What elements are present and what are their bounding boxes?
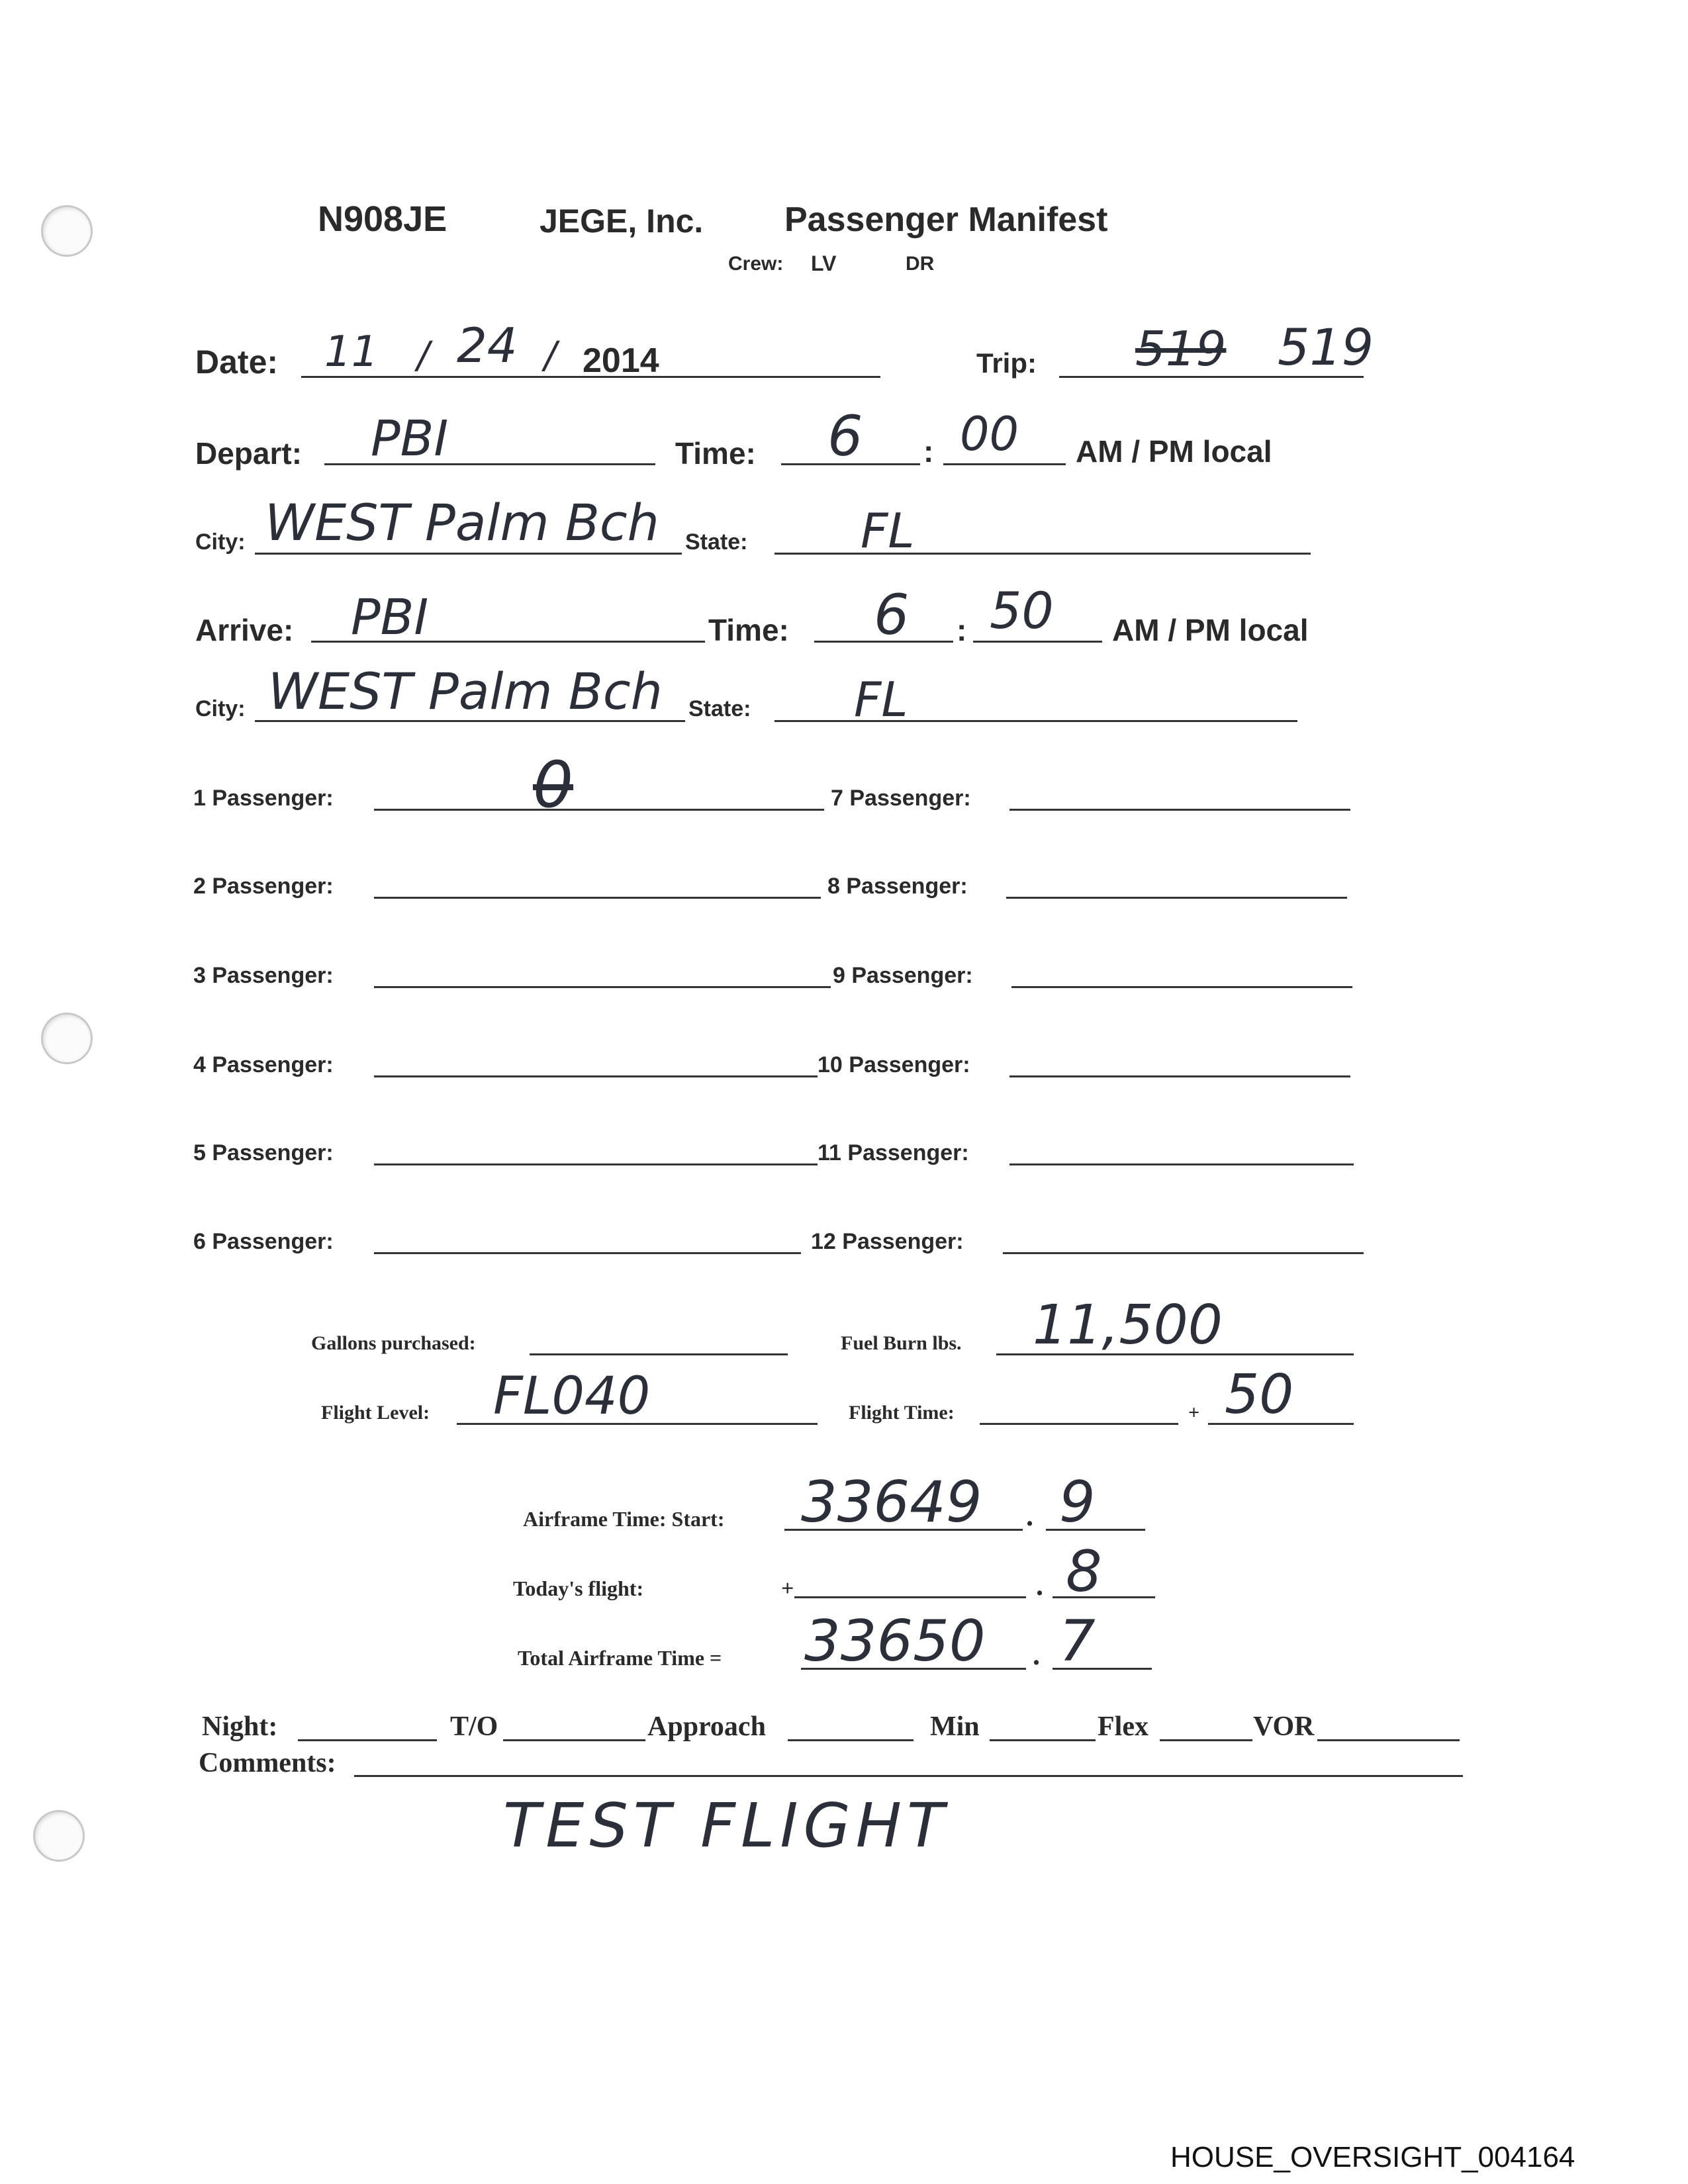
depart-airport: PBI xyxy=(371,410,449,467)
passenger-7-label: 7 Passenger: xyxy=(831,786,971,811)
vor-line xyxy=(1317,1739,1460,1741)
trip-label: Trip: xyxy=(976,347,1037,379)
arrive-ampm: AM / PM local xyxy=(1112,613,1309,647)
trip-struck-value: 519 xyxy=(1135,321,1227,377)
depart-hour: 6 xyxy=(827,404,863,469)
form-title: Passenger Manifest xyxy=(784,201,1108,239)
gallons-line xyxy=(530,1353,788,1355)
passenger-9-label: 9 Passenger: xyxy=(833,963,973,988)
arrive-time-label: Time: xyxy=(708,613,789,647)
to-label: T/O xyxy=(450,1711,498,1742)
arrive-min-line xyxy=(973,641,1102,643)
airframe-start-value: 33649 xyxy=(801,1469,982,1535)
arrive-state-line xyxy=(774,720,1297,722)
company-name: JEGE, Inc. xyxy=(539,203,704,240)
comments-label: Comments: xyxy=(199,1748,336,1778)
passenger-6-label: 6 Passenger: xyxy=(193,1229,334,1254)
passenger-7-line xyxy=(1009,809,1350,811)
flight-time-line xyxy=(980,1423,1178,1425)
todays-flight-line xyxy=(794,1596,1026,1598)
date-year: 2014 xyxy=(583,341,659,380)
fuel-burn-value: 11,500 xyxy=(1033,1294,1223,1357)
date-sep-2: / xyxy=(544,334,557,377)
binder-hole-bottom xyxy=(33,1810,85,1862)
trip-value: 519 xyxy=(1278,318,1374,377)
depart-state-label: State: xyxy=(685,529,748,555)
flex-line xyxy=(1160,1739,1252,1741)
arrive-state: FL xyxy=(854,672,908,727)
date-day: 24 xyxy=(457,318,518,373)
arrive-colon: : xyxy=(957,613,967,647)
fuel-burn-label: Fuel Burn lbs. xyxy=(841,1332,962,1354)
min-label: Min xyxy=(930,1711,980,1742)
passenger-2-line xyxy=(374,897,821,899)
passenger-10-line xyxy=(1009,1075,1350,1077)
comments-value: TEST FLIGHT xyxy=(503,1790,950,1861)
depart-minutes: 00 xyxy=(960,407,1019,461)
airframe-start-dot: . xyxy=(1026,1500,1033,1532)
vor-label: VOR xyxy=(1253,1711,1315,1742)
flight-time-plus: + xyxy=(1188,1402,1200,1424)
passenger-12-label: 12 Passenger: xyxy=(811,1229,964,1254)
crew-1: LV xyxy=(811,251,837,275)
passenger-5-line xyxy=(374,1163,818,1165)
binder-hole-middle xyxy=(41,1013,93,1064)
total-airframe-dot: . xyxy=(1033,1639,1040,1671)
passenger-2-label: 2 Passenger: xyxy=(193,874,334,899)
depart-city-label: City: xyxy=(195,529,246,555)
depart-ampm: AM / PM local xyxy=(1076,434,1272,469)
depart-city: WEST Palm Bch xyxy=(265,493,659,552)
passenger-3-line xyxy=(374,986,831,988)
comments-line xyxy=(354,1775,1463,1777)
date-label: Date: xyxy=(195,343,279,381)
approach-line xyxy=(788,1739,914,1741)
todays-flight-tenths: 8 xyxy=(1066,1539,1102,1605)
flight-time-value: 50 xyxy=(1225,1363,1294,1426)
todays-flight-dot: . xyxy=(1036,1569,1043,1602)
min-line xyxy=(990,1739,1096,1741)
arrive-label: Arrive: xyxy=(195,613,294,647)
arrive-hour: 6 xyxy=(874,582,910,647)
passenger-1-label: 1 Passenger: xyxy=(193,786,334,811)
passenger-12-line xyxy=(1003,1252,1364,1254)
flight-time-label: Flight Time: xyxy=(849,1402,955,1424)
passenger-1-entry: 0 xyxy=(533,748,574,822)
passenger-11-label: 11 Passenger: xyxy=(818,1140,969,1165)
passenger-11-line xyxy=(1009,1163,1354,1165)
passenger-8-label: 8 Passenger: xyxy=(827,874,968,899)
depart-colon: : xyxy=(923,434,934,469)
passenger-3-label: 3 Passenger: xyxy=(193,963,334,988)
total-airframe-label: Total Airframe Time = xyxy=(518,1646,722,1670)
todays-flight-plus: + xyxy=(781,1576,794,1601)
depart-state-line xyxy=(774,553,1311,555)
passenger-6-line xyxy=(374,1252,801,1254)
night-label: Night: xyxy=(202,1711,278,1742)
passenger-10-label: 10 Passenger: xyxy=(818,1052,970,1077)
passenger-4-label: 4 Passenger: xyxy=(193,1052,334,1077)
arrive-minutes: 50 xyxy=(990,581,1054,640)
depart-label: Depart: xyxy=(195,436,303,471)
airframe-start-tenths: 9 xyxy=(1059,1469,1096,1535)
date-sep-1: / xyxy=(417,334,430,377)
passenger-8-line xyxy=(1006,897,1347,899)
bates-number: HOUSE_OVERSIGHT_004164 xyxy=(1170,2141,1575,2173)
arrive-city: WEST Palm Bch xyxy=(268,662,663,721)
arrive-city-label: City: xyxy=(195,696,246,721)
flight-level-value: FL040 xyxy=(493,1367,651,1426)
tail-number: N908JE xyxy=(318,199,447,239)
flight-level-label: Flight Level: xyxy=(321,1402,430,1424)
to-line xyxy=(503,1739,645,1741)
crew-label: Crew: xyxy=(728,253,784,275)
gallons-label: Gallons purchased: xyxy=(311,1332,476,1354)
approach-label: Approach xyxy=(647,1711,766,1742)
airframe-start-label: Airframe Time: Start: xyxy=(523,1507,725,1531)
passenger-9-line xyxy=(1011,986,1352,988)
crew-2: DR xyxy=(906,253,935,275)
date-month: 11 xyxy=(324,328,379,377)
depart-time-label: Time: xyxy=(675,436,756,471)
depart-state: FL xyxy=(861,503,915,559)
passenger-4-line xyxy=(374,1075,818,1077)
arrive-state-label: State: xyxy=(688,696,751,721)
depart-min-line xyxy=(943,463,1066,465)
depart-city-line xyxy=(255,553,682,555)
todays-flight-label: Today's flight: xyxy=(513,1576,644,1600)
binder-hole-top xyxy=(41,205,93,257)
passenger-5-label: 5 Passenger: xyxy=(193,1140,334,1165)
passenger-1-line xyxy=(374,809,824,811)
total-airframe-tenths: 7 xyxy=(1059,1608,1096,1674)
arrive-airport: PBI xyxy=(351,589,429,646)
flex-label: Flex xyxy=(1098,1711,1149,1742)
total-airframe-value: 33650 xyxy=(804,1608,986,1674)
night-line xyxy=(298,1739,437,1741)
